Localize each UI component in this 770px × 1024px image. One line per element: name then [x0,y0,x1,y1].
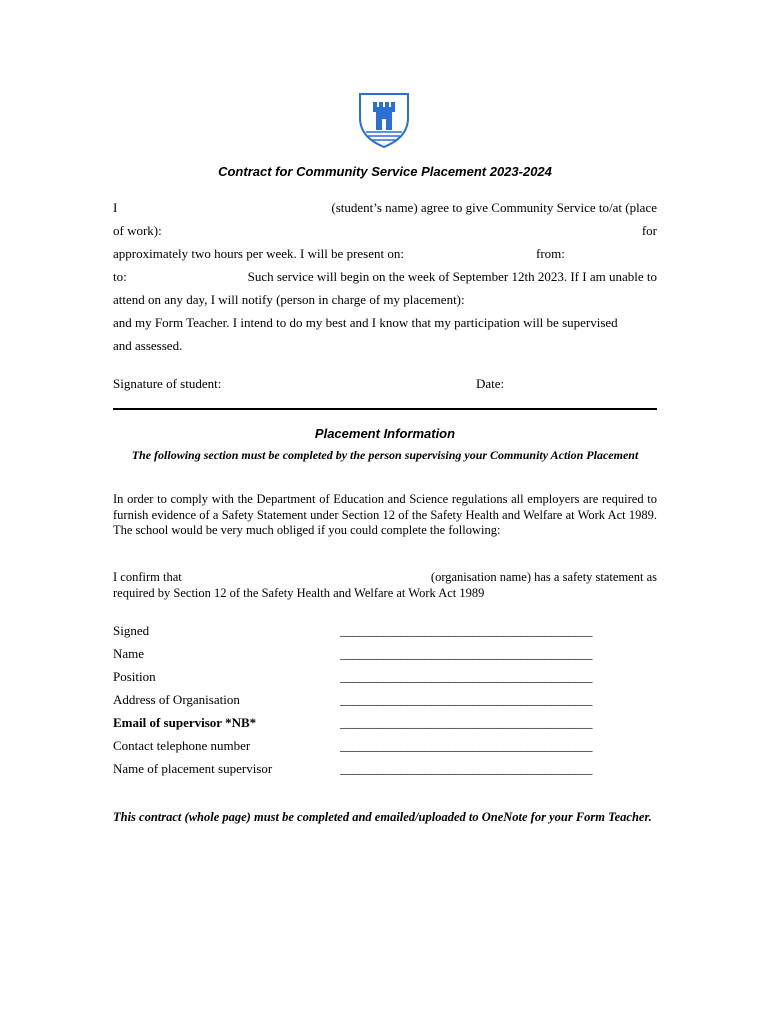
placement-heading: Placement Information [314,426,456,441]
confirm-left: I confirm that [113,570,182,584]
contract-line-5: attend on any day, I will notify (person in charge of my placement): [113,292,465,307]
contract-line-1-left: I [113,200,118,215]
contract-line-2-right: for [641,223,657,238]
contract-title: Contract for Community Service Placement 2023-2024 [218,164,552,179]
contract-line-4-right: Such service will begin on the week of September 12th 2023. If I am unable to [247,269,657,284]
signed-label: Signed [113,623,150,638]
contract-line-4-left: to: [113,269,127,284]
address-label: Address of Organisation [113,692,240,707]
position-label: Position [113,669,156,684]
student-signature-label: Signature of student: [113,376,222,391]
contract-line-3-right: from: [536,246,565,261]
signed-field[interactable]: __________________________________________ [340,623,592,638]
contract-line-7: and assessed. [113,338,183,353]
contract-line-2 [113,223,657,241]
contract-line-1 [113,200,657,218]
placement-subheading: The following section must be completed by the person supervising your Community Action Placement [131,448,639,462]
address-field[interactable]: __________________________________________ [340,692,592,707]
safety-intro-paragraph: In order to comply with the Department of Education and Science regulations all employers are required to furnish evidence of a Safety Statement under Section 12 of the Safety Health and Welfare at Work Act 1989. The school would be very much obliged if you could complete the following: [113,492,657,537]
section-divider [113,408,657,410]
position-field[interactable]: __________________________________________ [340,669,592,684]
email-label: Email of supervisor *NB* [113,715,257,730]
phone-field[interactable]: __________________________________________ [340,738,592,753]
supervisor-field[interactable]: __________________________________________ [340,761,592,776]
signature-row [113,376,657,394]
supervisor-label: Name of placement supervisor [113,761,273,776]
name-label: Name [113,646,145,661]
contract-line-6: and my Form Teacher. I intend to do my best and I know that my participation will be supervised [113,315,618,330]
contract-line-3 [113,246,657,264]
phone-label: Contact telephone number [113,738,251,753]
email-field[interactable]: __________________________________________ [340,715,592,730]
contract-line-3-left: approximately two hours per week. I will be present on: [113,246,404,261]
date-label: Date: [476,376,505,391]
footer-instruction: This contract (whole page) must be completed and emailed/uploaded to OneNote for your Form Teacher. [113,810,652,824]
contract-line-1-right: (student’s name) agree to give Community Service to/at (place [331,200,657,215]
contract-line-2-left: of work): [113,223,162,238]
contract-line-4 [113,269,657,287]
school-crest-icon [358,92,410,148]
name-field[interactable]: __________________________________________ [340,646,592,661]
confirm-line-2: required by Section 12 of the Safety Health and Welfare at Work Act 1989 [113,586,485,600]
confirm-right: (organisation name) has a safety statement as [430,570,657,584]
